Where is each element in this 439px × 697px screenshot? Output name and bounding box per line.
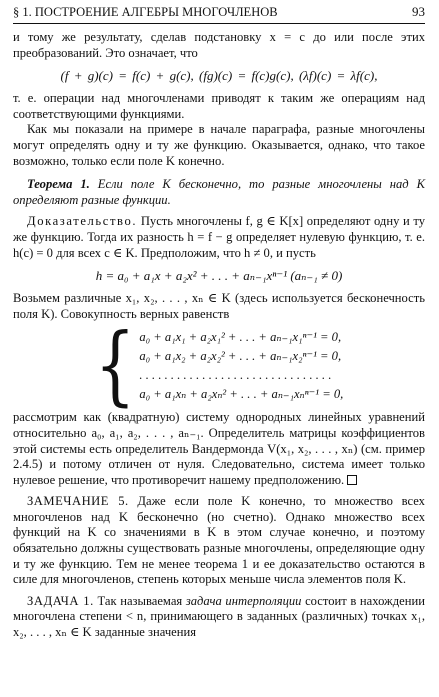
equation-row: a₀ + a₁x₁ + a₂x₁² + . . . + aₙ₋₁x₁ⁿ⁻¹ = 0, — [139, 330, 342, 345]
paragraph-example-note: Как мы показали на примере в начале параграфа, разные многочлены могут определять одну и ту же функцию. Оказывается, однако, что такое возможно, только если поле K конечно. — [13, 122, 425, 168]
theorem-statement: Если поле K бесконечно, то разные многочлены над K определяют разные функции. — [13, 177, 425, 207]
task-label: ЗАДАЧА 1. — [27, 593, 94, 608]
task-text-end: состоит в нахождении многочлена степени < n, принимающего в заданных (различных) точках x₁, x₂, . . . , xₙ ∈ K заданные значения — [13, 593, 425, 640]
theorem-label: Теорема 1. — [27, 177, 90, 192]
paragraph-substitution: и тому же результату, сделав подстановку x = c до или после этих преобразований. Это означает, что — [13, 30, 425, 60]
left-brace: { — [94, 316, 136, 417]
page-number: 93 — [412, 4, 425, 19]
remark-text: Даже если поле K конечно, то множество всех многочленов над K бесконечно (но счетно). Однако множество всех функций на K со значениями в K в этом случае конечно, и поэтому обязательно должны существовать разные многочлены, определяющие одну и ту же функцию. Тем не менее теорема 1 и ее доказательство остаются в силе для многочленов, степень которых меньше числа элементов поля K. — [13, 494, 425, 587]
vandermonde-text: рассмотрим как (квадратную) систему однородных линейных уравнений относительно a₀, a₁, a₂, . . . , aₙ₋₁. Определитель матрицы коэффициентов этой системы есть определитель Вандермонда V(x₁, x₂, . . . , xₙ) (см. пример 2.4.5) и потому отличен от нуля. Следовательно, система имеет только нулевое решение, что противоречит нашему предположению. — [13, 410, 425, 487]
formula-polynomial-h: h = a₀ + a₁x + a₂x² + . . . + aₙ₋₁xⁿ⁻¹ (aₙ₋₁ ≠ 0) — [95, 268, 343, 284]
running-header — [13, 4, 425, 24]
equation-row: a₀ + a₁x₂ + a₂x₂² + . . . + aₙ₋₁x₂ⁿ⁻¹ = 0, — [139, 349, 342, 364]
task-emphasis: задача интерполяции — [185, 593, 302, 608]
paragraph-distinct-points: Возьмем различные x₁, x₂, . . . , xₙ ∈ K (здесь используется бесконечность поля K). Совокупность верных равенств — [13, 291, 425, 321]
proof-label: Доказательство. — [27, 214, 138, 229]
formula-operations: (f + g)(c) = f(c) + g(c), (fg)(c) = f(c)g(c), (λf)(c) = λf(c), — [60, 68, 378, 84]
paragraph-vandermonde — [13, 410, 425, 488]
equation-system — [13, 316, 425, 417]
proof-text: Пусть многочлены f, g ∈ K[x] определяют одну и ту же функцию. Тогда их разность h = f − g определяет нулевую функцию, т. е. h(c) = 0 для всех c ∈ K. Предположим, что h ≠ 0, и пусть — [13, 214, 426, 260]
equation-row: a₀ + a₁xₙ + a₂xₙ² + . . . + aₙ₋₁xₙⁿ⁻¹ = 0, — [139, 387, 344, 402]
theorem-1 — [13, 177, 425, 208]
qed-square — [347, 475, 357, 485]
equation-ellipsis-row: . . . . . . . . . . . . . . . . . . . . . . . . . . . . . . . — [139, 368, 332, 383]
equation-list — [139, 328, 343, 404]
paragraph-operations-note: т. е. операции над многочленами приводят к таким же операциям над соответствующими функциями. — [13, 91, 425, 121]
remark-label: ЗАМЕЧАНИЕ 5. — [27, 494, 129, 509]
remark-5 — [13, 494, 425, 588]
proof-paragraph — [13, 214, 425, 261]
task-text-start: Так называемая — [97, 593, 183, 608]
task-1 — [13, 594, 425, 641]
section-title: § 1. ПОСТРОЕНИЕ АЛГЕБРЫ МНОГОЧЛЕНОВ — [13, 5, 278, 19]
